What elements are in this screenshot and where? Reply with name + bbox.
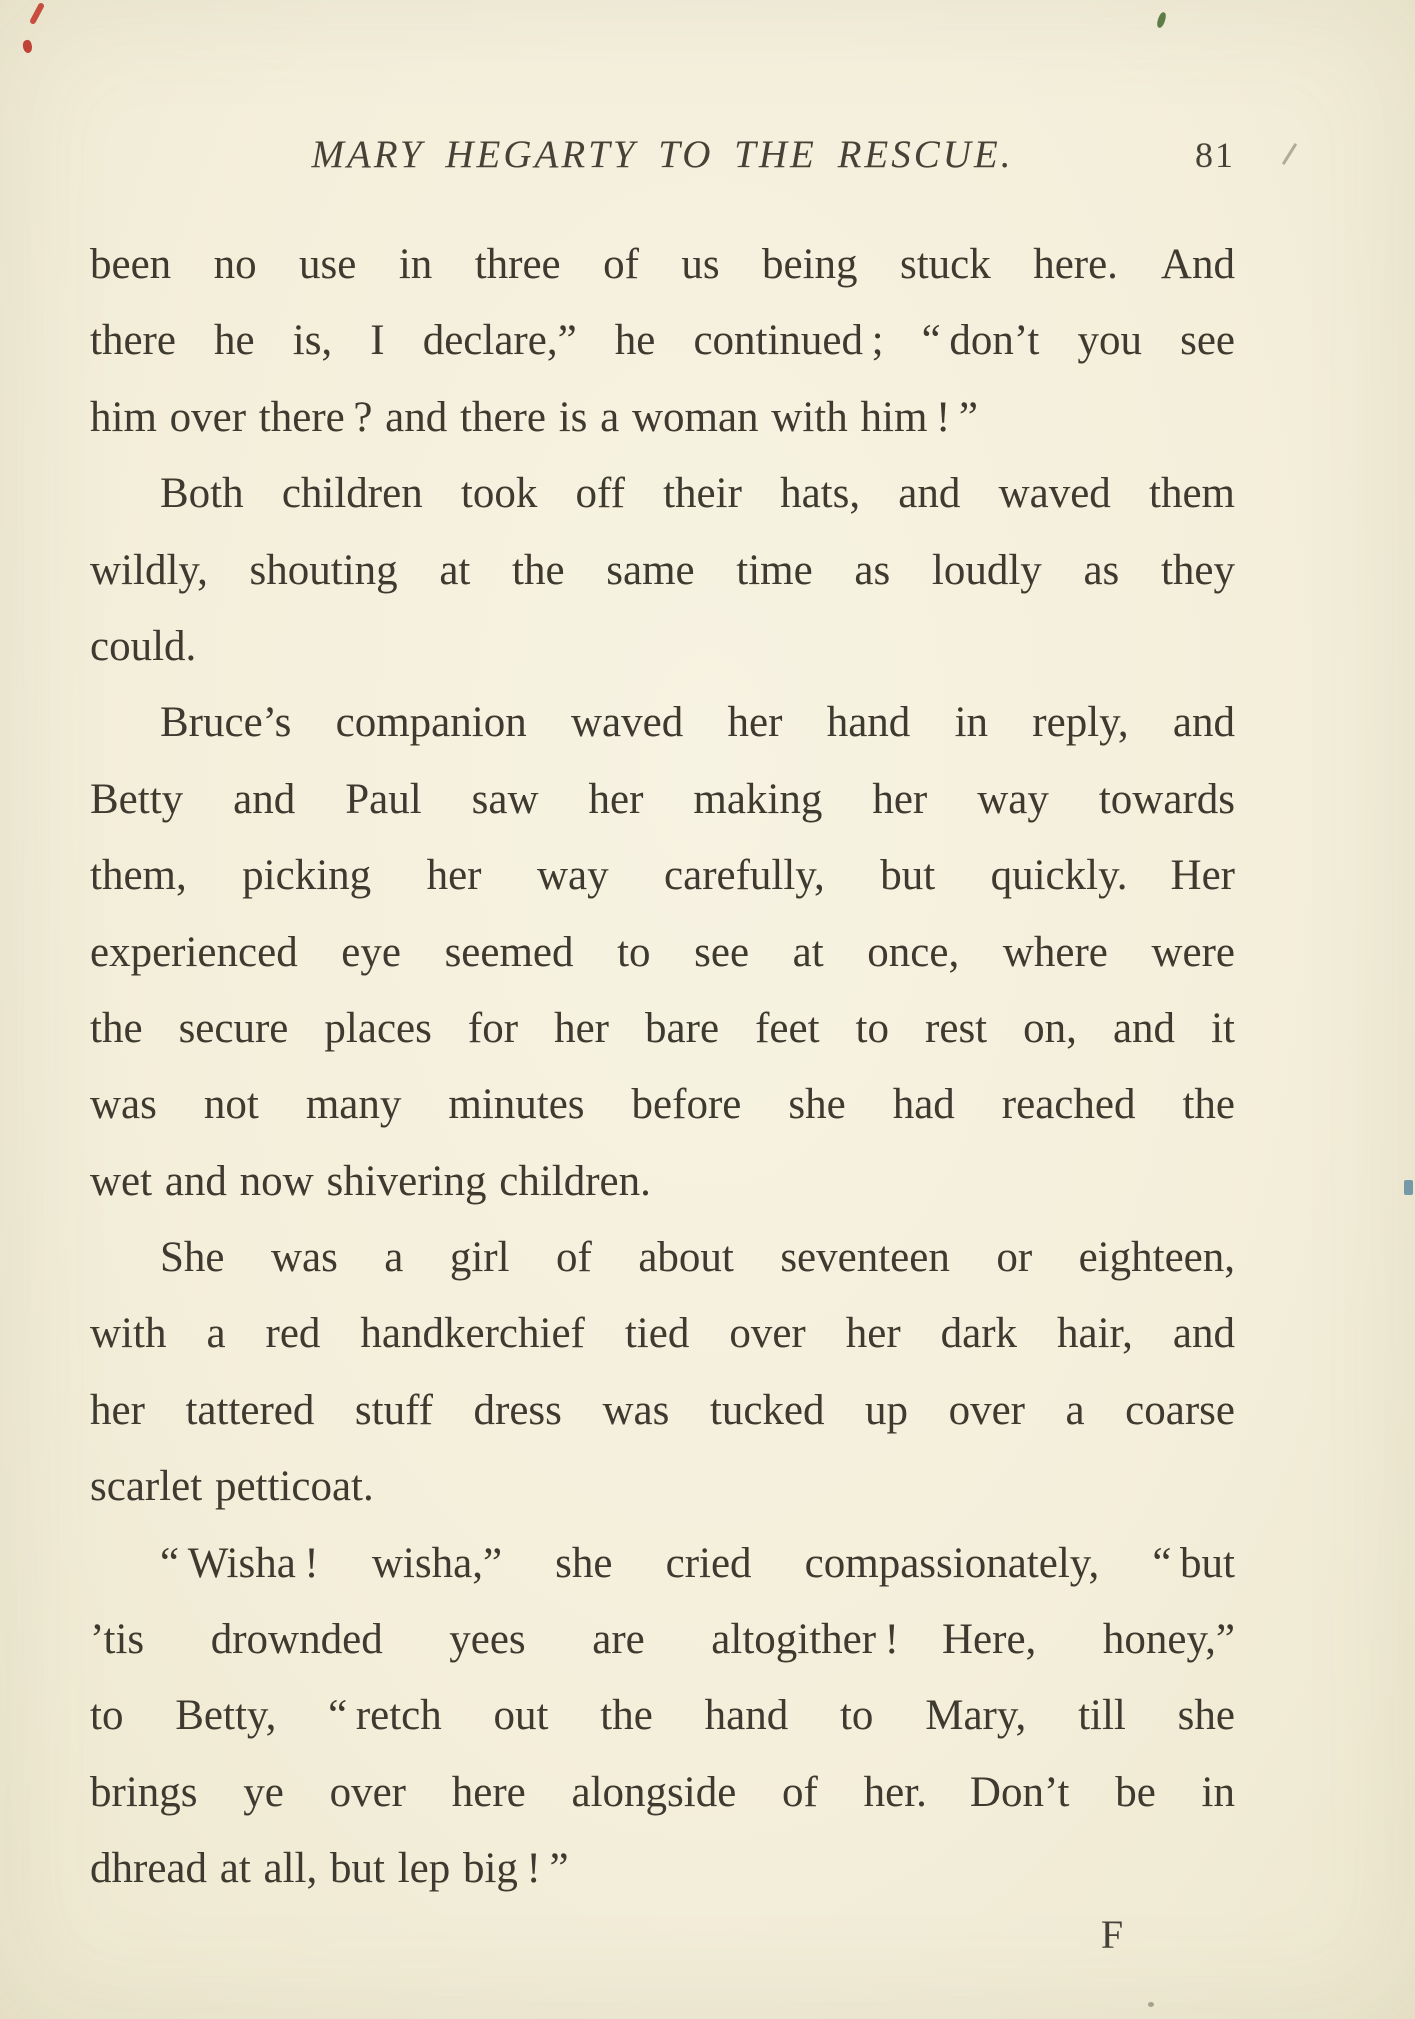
text-line: brings ye over here alongside of her. Don’t be in [90,1768,1235,1816]
text-line: scarlet petticoat. [90,1463,374,1511]
green-ink-speck [1156,11,1168,28]
text-line: there he is, I declare,” he continued ; “ don’t you see [90,317,1235,365]
text-line: wet and now shivering children. [90,1157,651,1205]
text-line: experienced eye seemed to see at once, where were [90,928,1235,976]
running-title: MARY HEGARTY TO THE RESCUE. [311,133,1014,176]
text-line: the secure places for her bare feet to rest on, and it [90,1004,1235,1052]
text-line: been no use in three of us being stuck here. And [90,241,1235,288]
paragraph [90,1220,1235,1526]
text-line: Bruce’s companion waved her hand in reply, and [160,699,1235,747]
text-line: ’tis drownded yees are altogither ! Here, honey,” [90,1616,1235,1664]
text-line: her tattered stuff dress was tucked up over a coarse [90,1386,1235,1434]
text-line: them, picking her way carefully, but quickly. Her [90,852,1235,900]
signature-mark: F [1100,1912,1124,1957]
text-line: She was a girl of about seventeen or eighteen, [160,1234,1235,1282]
red-ink-speck [21,39,33,54]
text-line: wildly, shouting at the same time as loudly as they [90,546,1235,594]
text-line: “ Wisha ! wisha,” she cried compassionately, “ but [160,1539,1235,1587]
text-line: to Betty, “ retch out the hand to Mary, till she [90,1692,1235,1740]
blue-ink-speck [1404,1180,1413,1195]
text-line: with a red handkerchief tied over her dark hair, and [90,1310,1235,1358]
red-ink-speck [29,2,45,25]
page-number: 81 [1195,135,1235,175]
paragraph [90,227,1235,456]
paragraph [90,685,1235,1220]
text-line: him over there ? and there is a woman with him ! ” [90,393,979,441]
text-line: dhread at all, but lep big ! ” [90,1845,569,1893]
running-header [90,120,1235,190]
scan-scratch [1282,143,1297,165]
text-block [90,227,1235,1908]
text-line: Both children took off their hats, and waved them [160,470,1235,518]
paper-fleck [1148,2002,1154,2007]
paragraph [90,1526,1235,1908]
text-line: Betty and Paul saw her making her way towards [90,775,1235,823]
paragraph [90,456,1235,685]
text-line: was not many minutes before she had reached the [90,1081,1235,1129]
text-line: could. [90,622,197,670]
